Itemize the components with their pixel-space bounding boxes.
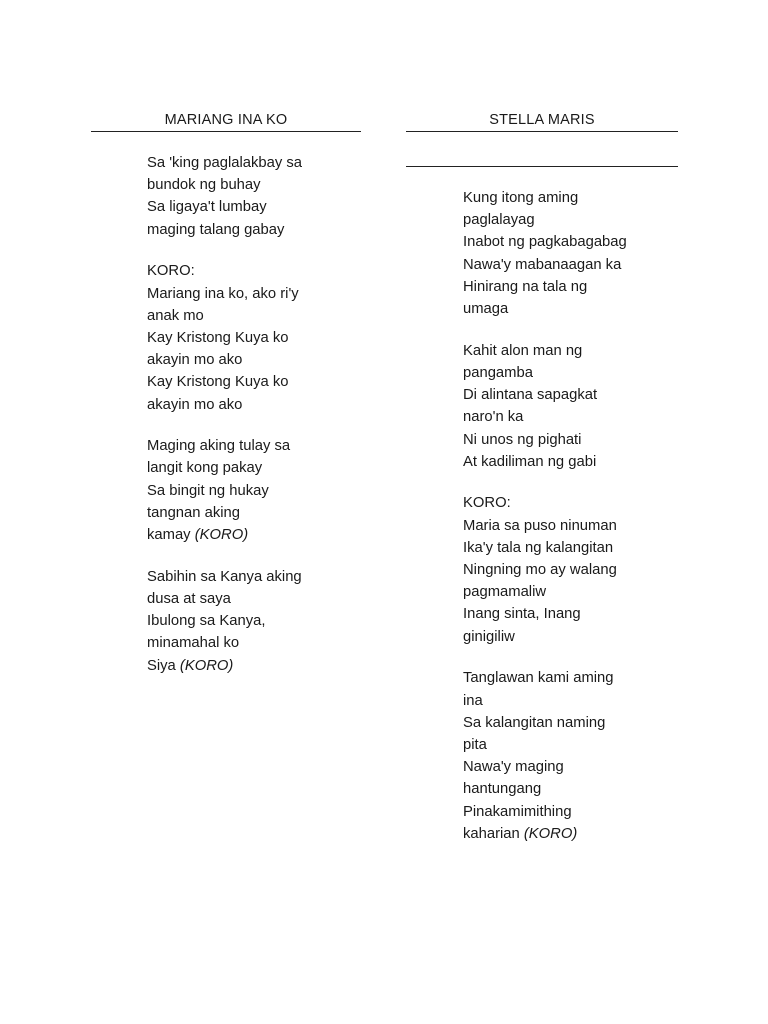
lyric-line — [147, 632, 347, 654]
lyric-line — [147, 260, 347, 282]
lyric-line — [147, 349, 347, 371]
lyric-text: Tanglawan kami aming — [463, 670, 614, 687]
lyric-line — [147, 283, 347, 305]
stanza — [463, 340, 663, 473]
lyric-line — [147, 457, 347, 479]
lyrics — [147, 152, 347, 696]
lyric-line — [463, 823, 663, 845]
lyric-text: akayin mo ako — [147, 396, 243, 413]
lyric-text: pagmamaliw — [463, 584, 547, 601]
song-title: STELLA MARIS — [489, 112, 595, 128]
lyric-text: Maging aking tulay sa — [147, 438, 291, 455]
lyric-line — [463, 626, 663, 648]
lyric-text: Nawa'y maging — [463, 759, 564, 776]
lyric-line — [147, 196, 347, 218]
chorus-reference: (KORO) — [523, 825, 578, 842]
song-title: MARIANG INA KO — [164, 112, 288, 128]
chorus-reference: (KORO) — [179, 657, 234, 674]
lyric-text: Di alintana sapagkat — [463, 387, 598, 404]
stanza — [463, 187, 663, 320]
lyric-line — [147, 327, 347, 349]
lyric-line — [147, 610, 347, 632]
lyric-line — [147, 371, 347, 393]
lyric-line — [463, 187, 663, 209]
lyric-text: At kadiliman ng gabi — [463, 453, 597, 470]
lyric-line — [463, 603, 663, 625]
lyric-text: langit kong pakay — [147, 460, 263, 477]
lyric-text: kaharian — [463, 825, 524, 842]
lyric-text: Sa 'king paglalakbay sa — [147, 155, 303, 171]
lyric-line — [147, 219, 347, 241]
second-underline — [406, 166, 678, 167]
lyric-text: hantungang — [463, 781, 542, 798]
lyric-line — [147, 566, 347, 588]
lyric-text: maging talang gabay — [147, 221, 285, 238]
lyric-text: Ningning mo ay walang — [463, 562, 617, 579]
lyric-line — [463, 231, 663, 253]
lyric-line — [463, 778, 663, 800]
stanza — [463, 667, 663, 845]
title-underline — [406, 131, 678, 132]
lyric-line — [463, 712, 663, 734]
lyric-line — [463, 756, 663, 778]
lyric-line — [147, 655, 347, 677]
lyric-line — [463, 298, 663, 320]
lyric-line — [463, 406, 663, 428]
lyric-text: Inabot ng pagkabagabag — [463, 234, 627, 251]
lyric-line — [463, 429, 663, 451]
lyric-line — [463, 559, 663, 581]
lyric-text: Ibulong sa Kanya, — [147, 613, 266, 630]
lyric-line — [463, 581, 663, 603]
lyric-text: akayin mo ako — [147, 352, 243, 369]
lyric-text: Ika'y tala ng kalangitan — [463, 539, 614, 556]
lyric-line — [147, 174, 347, 196]
lyric-line — [463, 276, 663, 298]
lyric-text: Sa kalangitan naming — [463, 714, 606, 731]
lyric-text: tangnan aking — [147, 504, 240, 521]
lyric-line — [463, 209, 663, 231]
lyric-text: KORO: — [147, 263, 195, 280]
lyric-text: Kung itong aming — [463, 190, 579, 206]
lyric-line — [463, 690, 663, 712]
lyric-text: Sabihin sa Kanya aking — [147, 568, 302, 585]
lyrics — [463, 187, 663, 864]
lyric-line — [463, 451, 663, 473]
lyric-text: Kahit alon man ng — [463, 342, 583, 359]
stanza — [463, 492, 663, 647]
lyric-text: Kay Kristong Kuya ko — [147, 329, 289, 346]
lyric-line — [147, 152, 347, 174]
stanza — [147, 435, 347, 546]
lyric-line — [147, 588, 347, 610]
lyric-text: Hinirang na tala ng — [463, 278, 588, 295]
lyric-text: naro'n ka — [463, 409, 524, 426]
lyric-text: anak mo — [147, 307, 204, 324]
lyric-line — [463, 537, 663, 559]
lyric-line — [463, 667, 663, 689]
stanza — [147, 566, 347, 677]
lyric-text: Sa ligaya't lumbay — [147, 199, 267, 216]
lyric-line — [147, 480, 347, 502]
lyric-line — [147, 305, 347, 327]
lyric-line — [463, 734, 663, 756]
lyric-line — [147, 524, 347, 546]
lyric-text: Kay Kristong Kuya ko — [147, 374, 289, 391]
lyric-text: kamay — [147, 527, 195, 544]
lyric-text: Pinakamimithing — [463, 803, 572, 820]
lyric-line — [463, 515, 663, 537]
chorus-reference: (KORO) — [194, 527, 249, 544]
lyric-text: pangamba — [463, 364, 533, 381]
title-underline — [91, 131, 361, 132]
lyric-text: Nawa'y mabanaagan ka — [463, 256, 622, 273]
stanza — [147, 260, 347, 415]
lyric-line — [463, 492, 663, 514]
lyric-line — [463, 801, 663, 823]
lyric-line — [147, 435, 347, 457]
lyric-text: Inang sinta, Inang — [463, 606, 581, 623]
lyric-line — [463, 384, 663, 406]
lyric-line — [463, 254, 663, 276]
lyric-text: pita — [463, 736, 487, 753]
lyric-text: paglalayag — [463, 212, 535, 229]
lyric-text: ina — [463, 692, 483, 709]
lyric-text: Maria sa puso ninuman — [463, 517, 617, 534]
lyric-text: ginigiliw — [463, 628, 515, 645]
lyric-text: minamahal ko — [147, 635, 240, 652]
lyric-text: Sa bingit ng hukay — [147, 482, 269, 499]
lyric-text: Mariang ina ko, ako ri'y — [147, 285, 299, 302]
lyric-text: umaga — [463, 301, 509, 318]
lyric-text: Ni unos ng pighati — [463, 431, 582, 448]
lyric-text: Siya — [147, 657, 180, 674]
lyric-line — [463, 362, 663, 384]
stanza — [147, 152, 347, 241]
lyric-line — [147, 394, 347, 416]
lyric-text: bundok ng buhay — [147, 177, 261, 194]
lyric-line — [147, 502, 347, 524]
lyric-text: dusa at saya — [147, 590, 231, 607]
lyric-line — [463, 340, 663, 362]
lyric-text: KORO: — [463, 495, 511, 512]
